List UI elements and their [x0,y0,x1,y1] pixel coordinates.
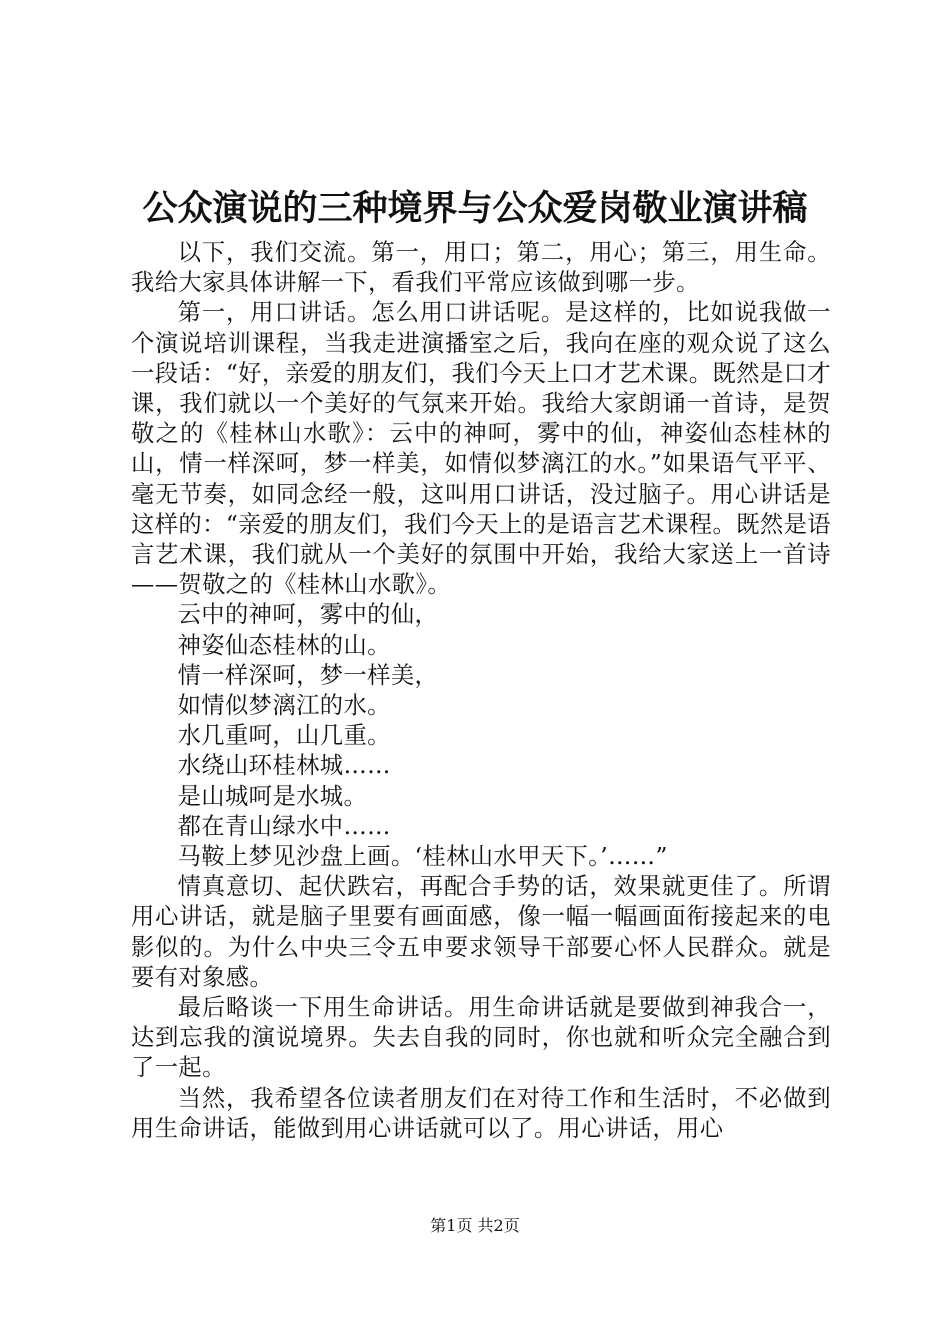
paragraph: 以下，我们交流。第一，用口；第二，用心；第三，用生命。我给大家具体讲解一下，看我们平常应该做到哪一步。 [131,239,831,297]
poem-line: 马鞍上梦见沙盘上画。‘桂林山水甲天下。’……” [177,843,668,871]
paragraph: 当然，我希望各位读者朋友们在对待工作和生活时，不必做到用生命讲话，能做到用心讲话就可以了。用心讲话，用心 [131,1084,831,1142]
poem-line: 都在青山绿水中…… [177,812,391,840]
poem-line: 云中的神呵，雾中的仙， [177,601,439,629]
poem-line: 是山城呵是水城。 [177,782,368,810]
paragraph: 情真意切、起伏跌宕，再配合手势的话，效果就更佳了。所谓用心讲话，就是脑子里要有画面感，像一幅一幅画面衔接起来的电影似的。为什么中央三令五申要求领导干部要心怀人民群众。就是要有对象感。 [131,873,831,991]
page-footer: 第1页 共2页 [430,1216,520,1235]
poem-line: 水绕山环桂林城…… [177,752,391,780]
poem-line: 神姿仙态桂林的山。 [177,631,391,659]
poem-line: 水几重呵，山几重。 [177,722,391,750]
paragraph: 最后略谈一下用生命讲话。用生命讲话就是要做到神我合一，达到忘我的演说境界。失去自我的同时，你也就和听众完全融合到了一起。 [131,994,831,1082]
document-body [131,238,831,1144]
paragraph: 第一，用口讲话。怎么用口讲话呢。是这样的，比如说我做一个演说培训课程，当我走进演播室之后，我向在座的观众说了这么一段话：“好，亲爱的朋友们，我们今天上口才艺术课。既然是口才课，我们就以一个美好的气氛来开始。我给大家朗诵一首诗，是贺敬之的《桂林山水歌》：云中的神呵，雾中的仙，神姿仙态桂林的山，情一样深呵，梦一样美，如情似梦漓江的水。”如果语气平平、毫无节奏，如同念经一般，这叫用口讲话，没过脑子。用心讲话是这样的：“亲爱的朋友们，我们今天上的是语言艺术课程。既然是语言艺术课，我们就从一个美好的氛围中开始，我给大家送上一首诗——贺敬之的《桂林山水歌》。 [131,299,831,599]
poem-line: 情一样深呵，梦一样美， [177,661,439,689]
document-title: 公众演说的三种境界与公众爱岗敬业演讲稿 [142,188,808,229]
poem-line: 如情似梦漓江的水。 [177,692,391,720]
